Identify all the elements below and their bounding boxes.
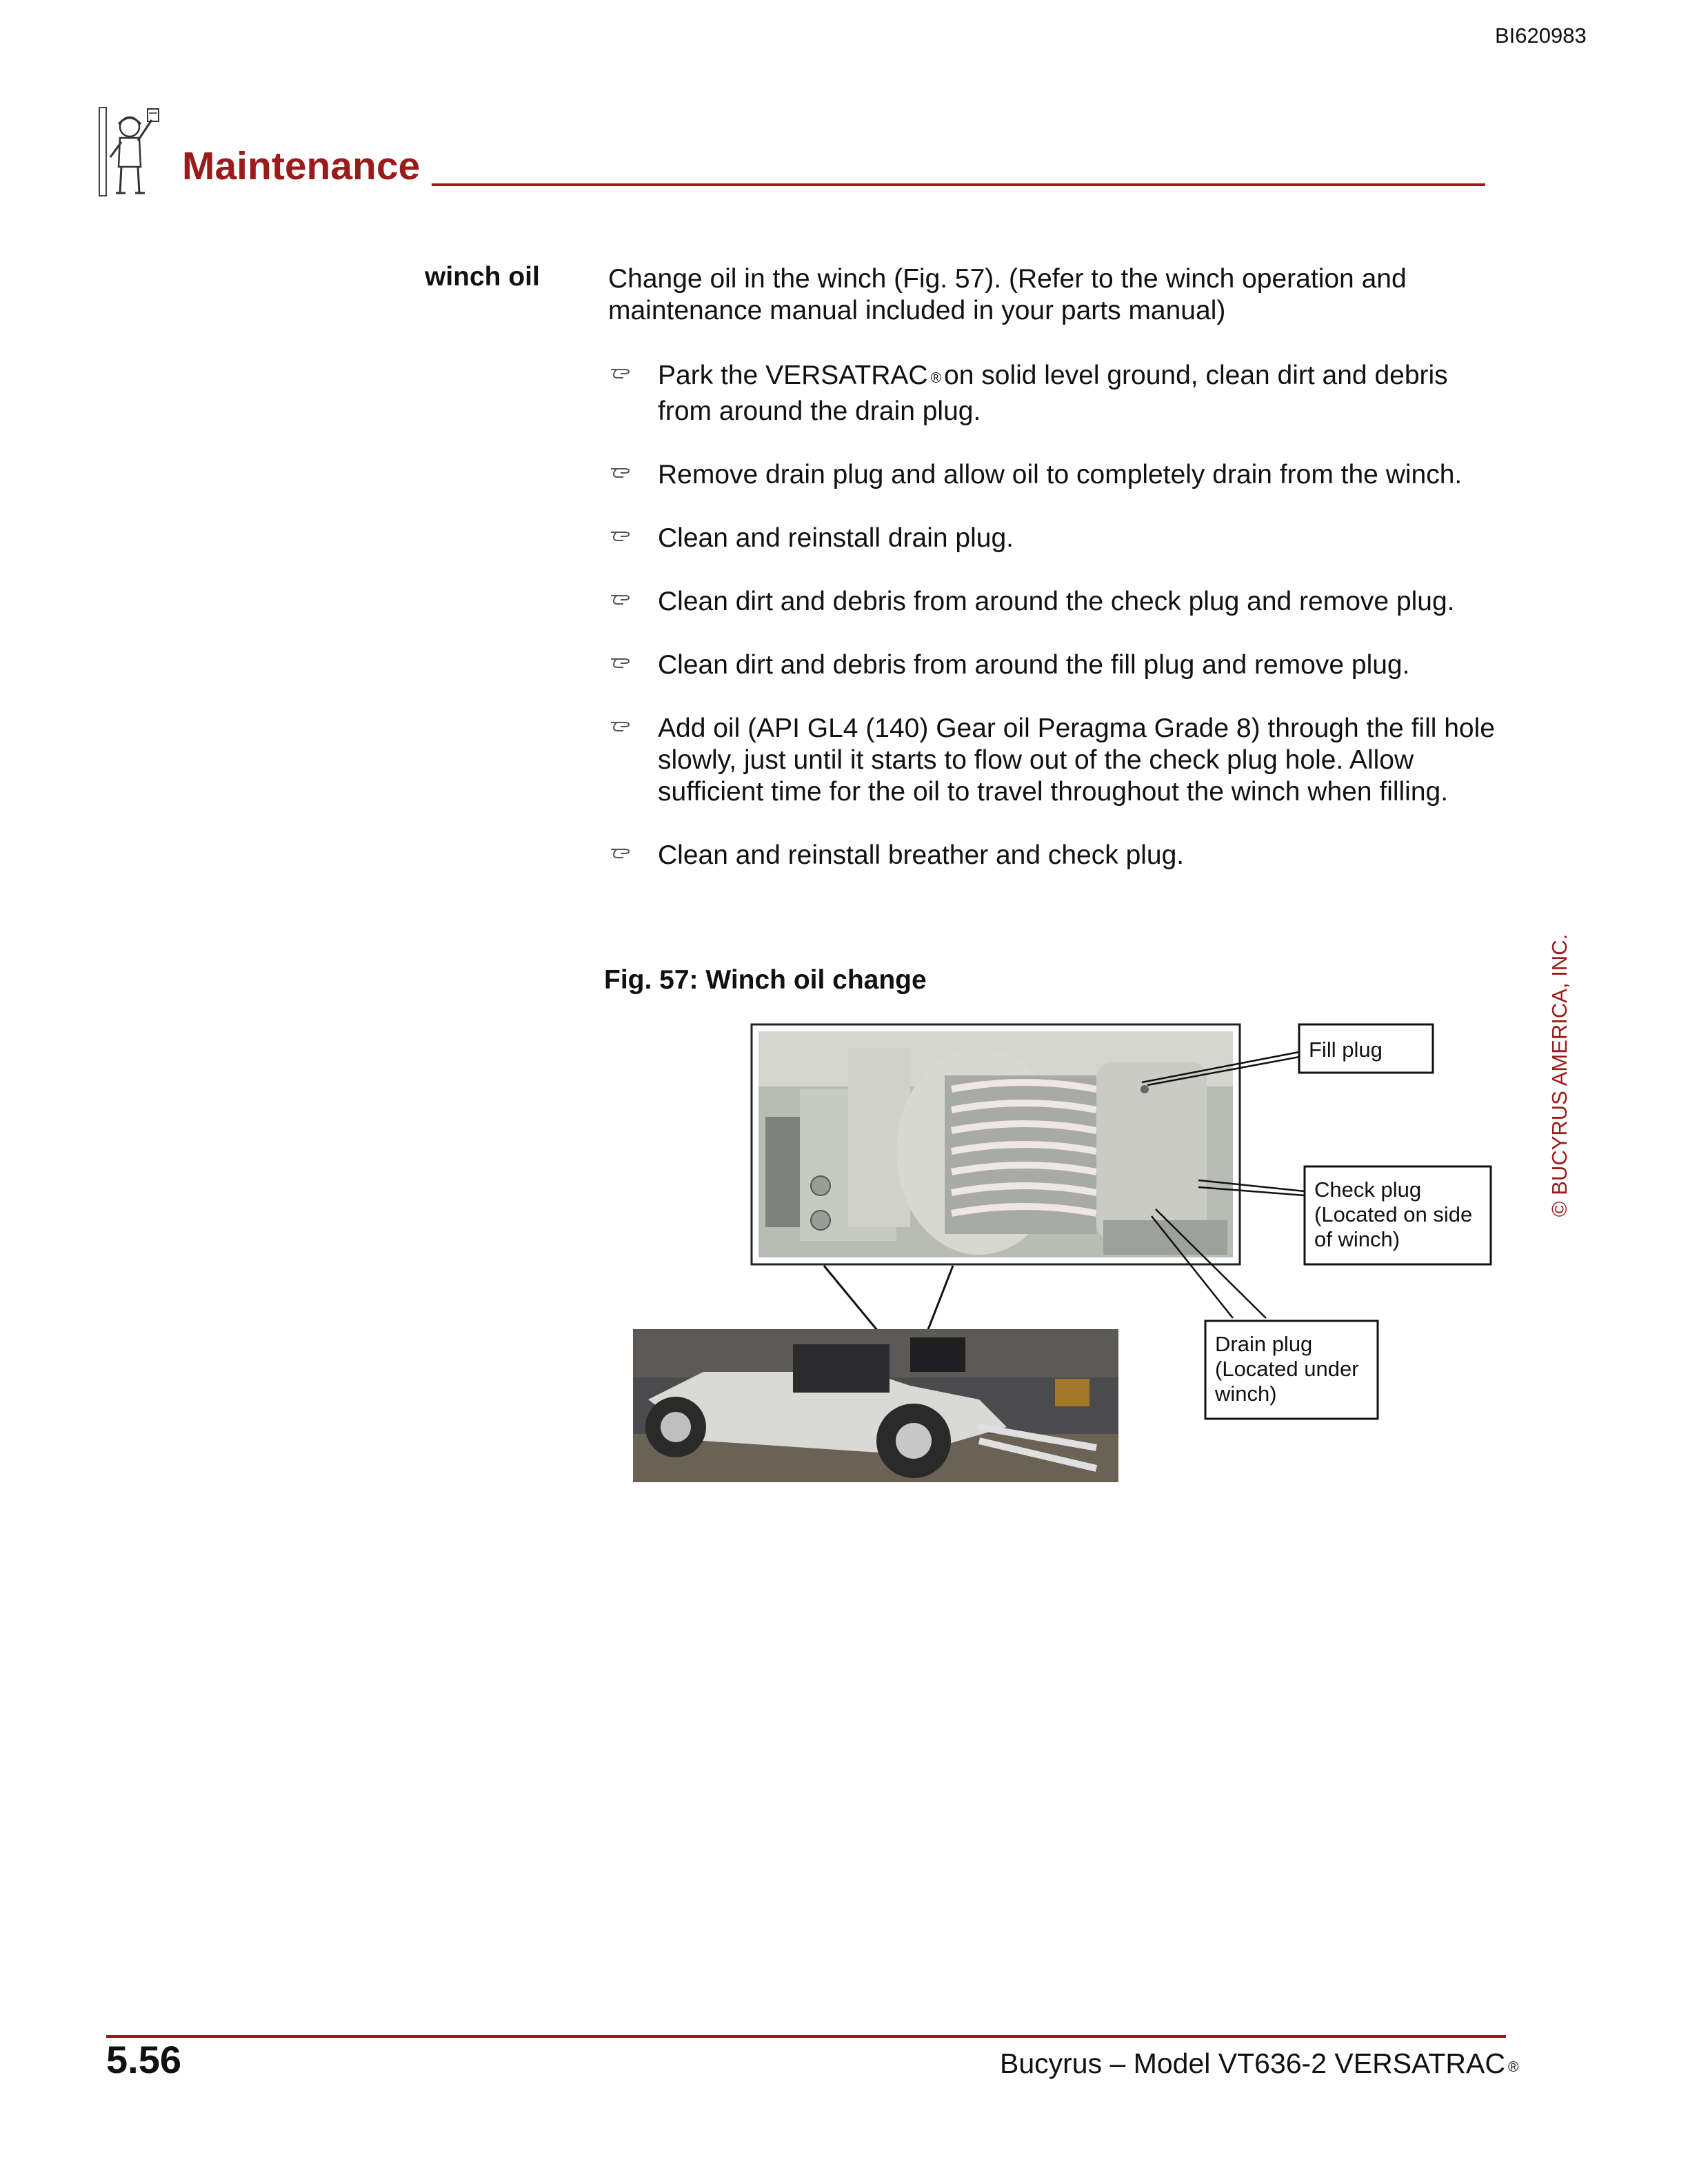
copyright-notice: © BUCYRUS AMERICA, INC.	[1547, 933, 1571, 1217]
step-item	[608, 649, 1505, 681]
footer-title: Bucyrus – Model VT636-2 VERSATRAC ®	[1000, 2048, 1519, 2079]
pointing-hand-icon	[610, 364, 634, 379]
figure-caption: Fig. 57: Winch oil change	[604, 965, 927, 995]
callout-line: winch)	[1215, 1382, 1277, 1406]
step-item	[608, 459, 1505, 491]
callout-line: Drain plug	[1215, 1332, 1313, 1356]
callout-line: Fill plug	[1309, 1038, 1383, 1062]
step-item	[608, 360, 1505, 427]
topic-label: winch oil	[425, 262, 540, 292]
vehicle-photo	[633, 1329, 1118, 1482]
pointing-hand-icon	[610, 717, 634, 732]
step-item	[608, 713, 1505, 808]
winch-photo	[752, 1024, 1240, 1264]
document-id: BI620983	[1495, 23, 1587, 48]
title-rule	[432, 183, 1485, 186]
pointing-hand-icon	[610, 590, 634, 605]
page-number: 5.56	[106, 2038, 181, 2081]
pointing-hand-icon	[610, 844, 634, 859]
pointing-hand-icon	[610, 527, 634, 542]
check-plug-callout	[1305, 1166, 1491, 1264]
step-text: Clean dirt and debris from around the fill plug and remove plug.	[658, 650, 1410, 680]
intro-paragraph: Change oil in the winch (Fig. 57). (Refer to the winch operation and maintenance manual included in your parts manual)	[608, 264, 1407, 325]
step-text: Park the VERSATRAC ® on solid level ground, clean dirt and debris from around the drain plug.	[658, 361, 1448, 426]
fill-plug-callout	[1299, 1024, 1433, 1073]
step-item	[608, 586, 1505, 618]
step-text: Clean dirt and debris from around the check plug and remove plug.	[658, 587, 1455, 616]
step-text: Add oil (API GL4 (140) Gear oil Peragma Grade 8) through the fill hole slowly, just until it starts to flow out of the check plug hole. Allow sufficient time for the oil to travel throughout the winch when filling.	[658, 714, 1495, 807]
callout-line: Check plug	[1314, 1177, 1422, 1202]
step-item	[608, 523, 1505, 554]
footer-rule	[106, 2035, 1506, 2038]
pointing-hand-icon	[610, 654, 634, 669]
pointing-hand-icon	[610, 463, 634, 478]
step-text: Remove drain plug and allow oil to completely drain from the winch.	[658, 460, 1463, 489]
drain-plug-callout	[1205, 1321, 1378, 1419]
step-text: Clean and reinstall drain plug.	[658, 523, 1014, 553]
section-title: Maintenance	[182, 144, 421, 188]
callout-line: (Located under	[1215, 1357, 1359, 1381]
step-item	[608, 840, 1505, 871]
step-text: Clean and reinstall breather and check plug.	[658, 840, 1185, 870]
callout-line: of winch)	[1314, 1227, 1400, 1251]
mechanic-icon	[98, 106, 161, 199]
callout-line: (Located on side	[1314, 1202, 1473, 1226]
procedure-steps	[608, 360, 1505, 903]
winch-figure	[621, 1013, 1503, 1496]
